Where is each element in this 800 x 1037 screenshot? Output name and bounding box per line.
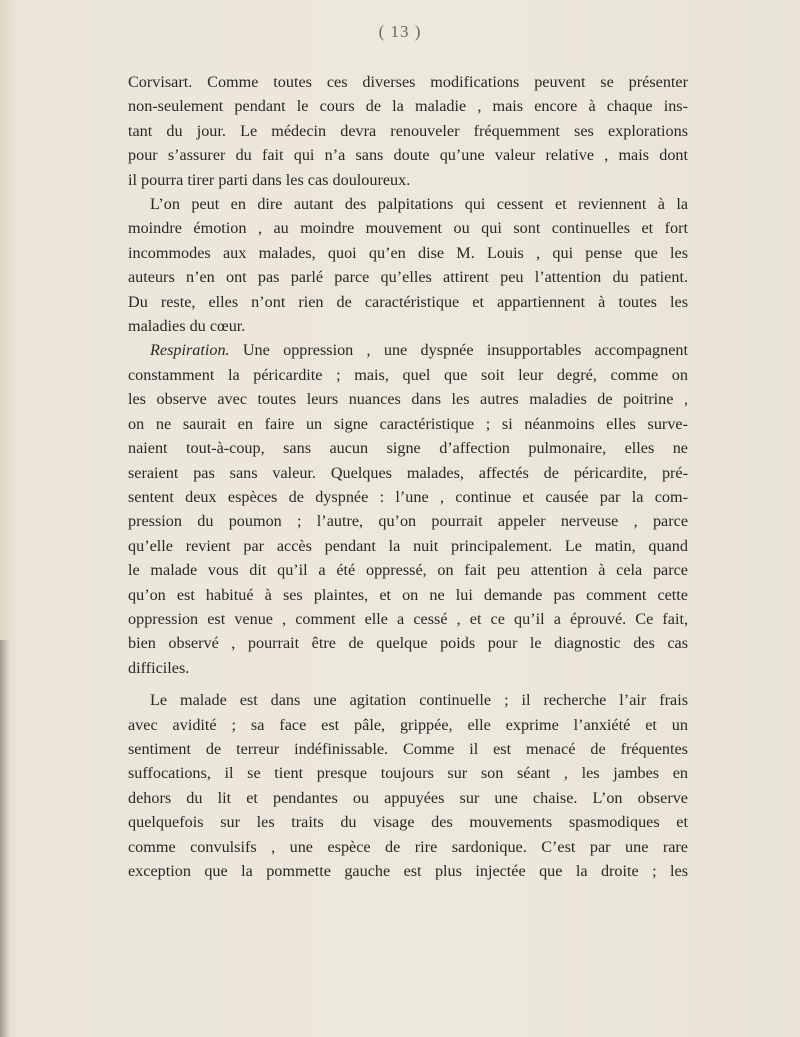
text-line: oppression est venue , comment elle a cessé , et ce qu’il a éprouvé. Ce fait, xyxy=(128,609,688,628)
text-line: Le malade est dans une agitation continuelle ; il recherche l’air frais xyxy=(150,691,688,710)
text-line: seraient pas sans valeur. Quelques malades, affectés de péricardite, pré- xyxy=(128,463,688,482)
text-line: Corvisart. Comme toutes ces diverses modifications peuvent se présenter xyxy=(128,73,688,91)
text-line: quelquefois sur les traits du visage des mouvements spasmodiques et xyxy=(128,813,688,832)
binding-shadow xyxy=(0,640,10,1037)
text-line: non-seulement pendant le cours de la maladie , mais encore à chaque ins- xyxy=(128,97,688,116)
text-line: L’on peut en dire autant des palpitations qui cessent et reviennent à la xyxy=(150,195,688,214)
text-line: naient tout-à-coup, sans aucun signe d’affection pulmonaire, elles ne xyxy=(128,439,688,458)
text-line: auteurs n’en ont pas parlé parce qu’elles attirent peu l’attention du patient. xyxy=(128,268,688,287)
body-text xyxy=(128,52,688,883)
text-line: moindre émotion , au moindre mouvement ou qui sont continuelles et fort xyxy=(128,219,688,238)
text-line: avec avidité ; sa face est pâle, grippée, elle exprime l’anxiété et un xyxy=(128,715,688,734)
text-line: le malade vous dit qu’il a été oppressé, on fait peu attention à cela parce xyxy=(128,561,688,580)
text-line: dehors du lit et pendantes ou appuyées sur une chaise. L’on observe xyxy=(128,788,688,807)
paragraph-2 xyxy=(128,192,688,338)
text-line: exception que la pommette gauche est plus injectée que la droite ; les xyxy=(128,862,688,880)
text-line: sentent deux espèces de dyspnée : l’une , continue et causée par la com- xyxy=(128,487,688,506)
text-line: difficiles. xyxy=(128,658,190,677)
page-number: ( 13 ) xyxy=(378,22,422,41)
text-line: Du reste, elles n’ont rien de caractéristique et appartiennent à toutes les xyxy=(128,292,688,311)
text-line: tant du jour. Le médecin devra renouveler fréquemment ses explorations xyxy=(128,121,688,140)
text-line: suffocations, il se tient presque toujours sur son séant , les jambes en xyxy=(128,764,688,783)
paragraph-4 xyxy=(128,688,688,883)
section-lead: Respiration. xyxy=(150,341,230,360)
text-line: comme convulsifs , une espèce de rire sardonique. C’est par une rare xyxy=(128,837,688,856)
text-line: constamment la péricardite ; mais, quel que soit leur degré, comme on xyxy=(128,365,688,384)
text-line: bien observé , pourrait être de quelque poids pour le diagnostic des cas xyxy=(128,634,688,653)
text-line: les observe avec toutes leurs nuances dans les autres maladies de poitrine , xyxy=(128,390,688,409)
text-line: pression du poumon ; l’autre, qu’on pourrait appeler nerveuse , parce xyxy=(128,512,688,531)
text-line: sentiment de terreur indéfinissable. Comme il est menacé de fréquentes xyxy=(128,739,688,758)
text-line: qu’on est habitué à ses plaintes, et on ne lui demande pas comment cette xyxy=(128,585,688,604)
paragraph-respiration xyxy=(128,338,688,680)
text-line: incommodes aux malades, quoi qu’en dise M. Louis , qui pense que les xyxy=(128,243,688,262)
text-line: pour s’assurer du fait qui n’a sans doute qu’une valeur relative , mais dont xyxy=(128,146,688,165)
text-line: qu’elle revient par accès pendant la nuit principalement. Le matin, quand xyxy=(128,536,688,555)
text-line: il pourra tirer parti dans les cas douloureux. xyxy=(128,170,411,189)
text-line: on ne saurait en faire un signe caractéristique ; si néanmoins elles surve- xyxy=(128,414,688,433)
text-line: Une oppression , une dyspnée insupportables accompagnent xyxy=(229,341,688,360)
text-line: maladies du cœur. xyxy=(128,317,246,336)
paragraph-1 xyxy=(128,70,688,192)
